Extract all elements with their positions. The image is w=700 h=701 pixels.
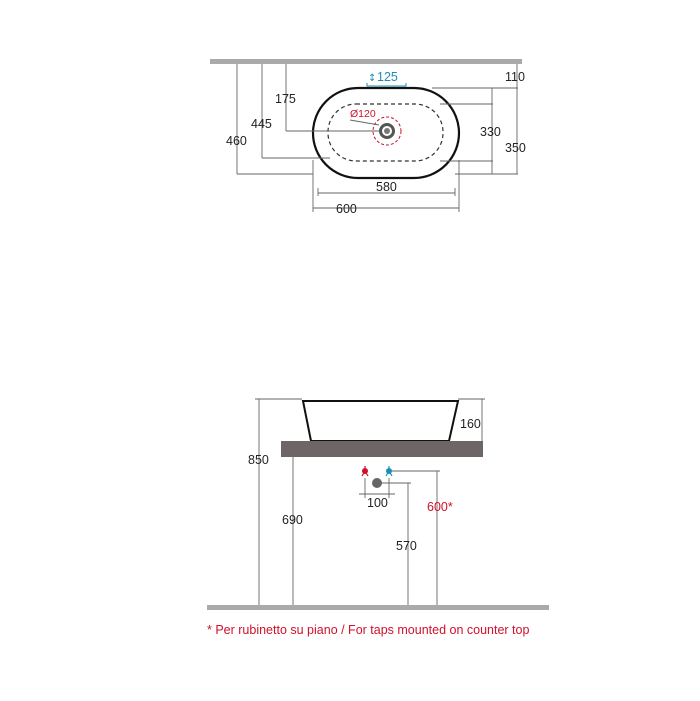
- dim-175: 175: [275, 92, 296, 106]
- dim-100: 100: [367, 496, 388, 510]
- dim-690: 690: [282, 513, 303, 527]
- side-view: [207, 399, 549, 610]
- dim-160: 160: [460, 417, 481, 431]
- drain-offset-arrow-icon: ↕: [368, 73, 377, 84]
- drain-hole-center: [384, 128, 390, 134]
- dim-850: 850: [248, 453, 269, 467]
- hot-water-valve-icon: [362, 466, 368, 476]
- dim-600: 600: [336, 202, 357, 216]
- dim-330: 330: [480, 125, 501, 139]
- wall-line: [210, 59, 522, 64]
- floor-line: [207, 605, 549, 610]
- dim-570: 570: [396, 539, 417, 553]
- footnote: * Per rubinetto su piano / For taps mounted on counter top: [207, 623, 530, 637]
- dim-drain-diameter: Ø120: [350, 108, 376, 120]
- dim-460: 460: [226, 134, 247, 148]
- countertop: [281, 441, 483, 457]
- dim-445: 445: [251, 117, 272, 131]
- cold-water-valve-icon: [386, 466, 392, 476]
- dim-580: 580: [376, 180, 397, 194]
- top-view: [210, 59, 526, 216]
- dim-350: 350: [505, 141, 526, 155]
- dim-110: 110: [505, 70, 525, 84]
- dim-drain-offset: 125: [377, 70, 398, 84]
- basin-side-profile: [303, 401, 458, 441]
- dim-600-star: 600*: [427, 500, 453, 514]
- drain-diameter-leader: [350, 120, 379, 125]
